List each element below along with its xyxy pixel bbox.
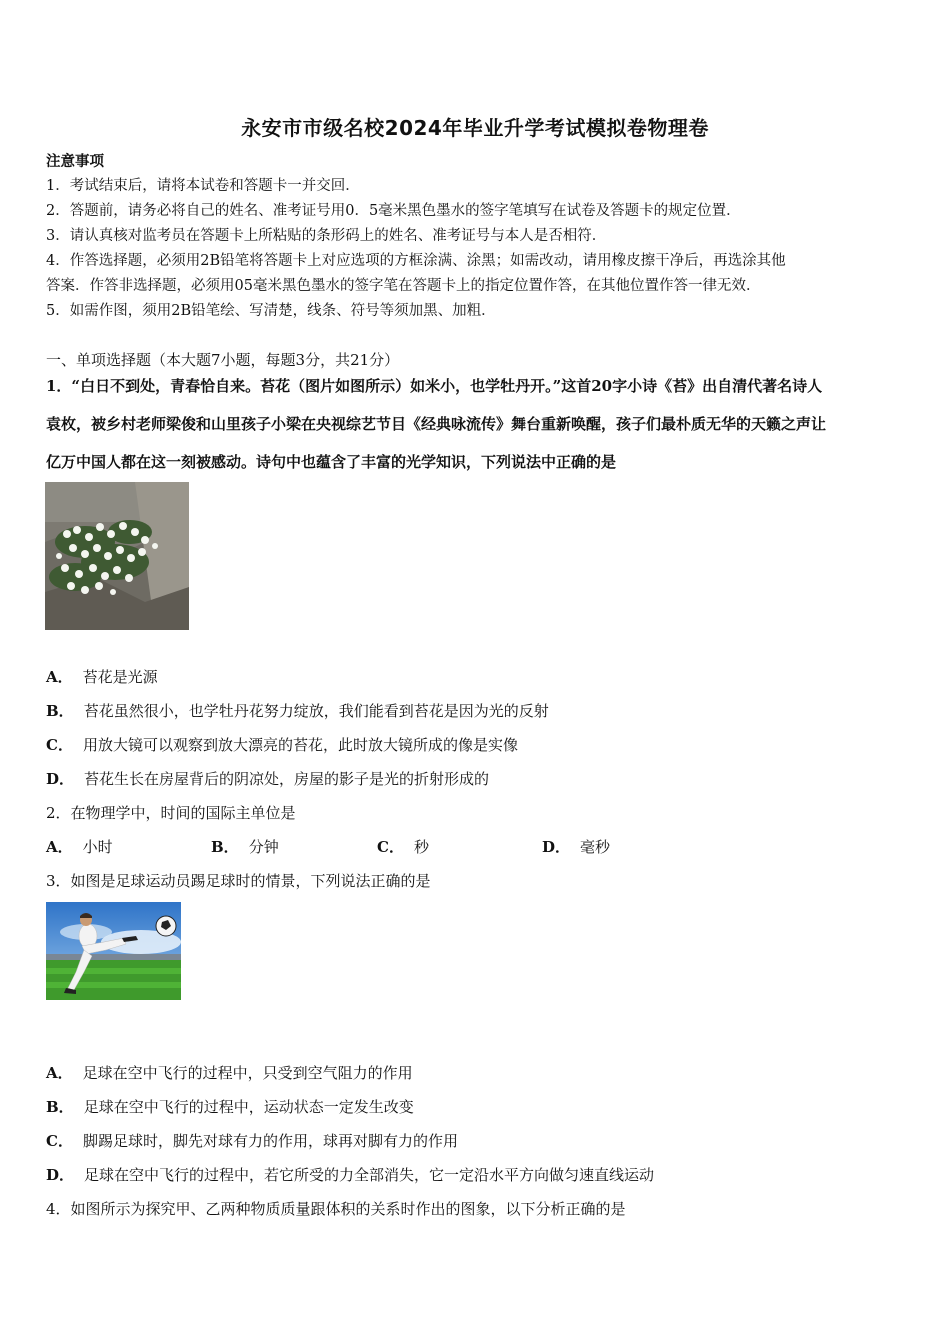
q1-stem-line: 袁枚，被乡村老师梁俊和山里孩子小梁在央视综艺节目《经典咏流传》舞台重新唤醒，孩子们最朴质无华的天籁之声让 — [46, 415, 827, 433]
option-text: 小时 — [82, 838, 113, 856]
notice-item: 答案．作答非选择题，必须用05毫米黑色墨水的签字笔在答题卡上的指定位置作答，在其他位置作答一律无效． — [46, 278, 761, 294]
soccer-player-photo — [46, 902, 181, 1000]
option-text: 用放大镜可以观察到放大漂亮的苔花，此时放大镜所成的像是实像 — [82, 736, 518, 754]
option-key: D． — [542, 838, 571, 856]
option-text: 苔花是光源 — [82, 668, 158, 686]
q1-option-d — [46, 768, 489, 790]
q1-option-a — [46, 666, 158, 688]
q3-option-d — [46, 1164, 654, 1186]
option-key: C． — [46, 736, 73, 754]
section-heading: 一、单项选择题（本大题7小题，每题3分，共21分） — [46, 351, 400, 369]
notice-item: 1．考试结束后，请将本试卷和答题卡一并交回． — [46, 178, 360, 194]
notice-item: 3．请认真核对监考员在答题卡上所粘贴的条形码上的姓名、准考证号与本人是否相符． — [46, 228, 607, 244]
option-text: 足球在空中飞行的过程中，若它所受的力全部消失，它一定沿水平方向做匀速直线运动 — [84, 1166, 655, 1184]
option-text: 苔花虽然很小，也学牡丹花努力绽放，我们能看到苔花是因为光的反射 — [83, 702, 549, 720]
option-text: 足球在空中飞行的过程中，运动状态一定发生改变 — [83, 1098, 414, 1116]
notice-item: 2．答题前，请务必将自己的姓名、准考证号用0．5毫米黑色墨水的签字笔填写在试卷及答题卡的规定位置． — [46, 203, 741, 219]
q2-option-a — [46, 836, 113, 858]
option-key: B． — [211, 838, 239, 856]
q4-stem: 4．如图所示为探究甲、乙两种物质质量跟体积的关系时作出的图象，以下分析正确的是 — [46, 1200, 626, 1218]
option-key: C． — [377, 838, 404, 856]
notice-heading: 注意事项 — [46, 153, 104, 170]
q2-option-d — [542, 836, 610, 858]
q1-stem-line: 1．“白日不到处，青春恰自来。苔花（图片如图所示）如米小，也学牡丹开。”这首20字小诗《苔》出自清代著名诗人 — [46, 377, 823, 395]
option-text: 苔花生长在房屋背后的阴凉处，房屋的影子是光的折射形成的 — [84, 770, 490, 788]
notice-item: 5．如需作图，须用2B铅笔绘、写清楚，线条、符号等须加黑、加粗． — [46, 303, 496, 319]
q1-option-c — [46, 734, 518, 756]
q3-option-b — [46, 1096, 414, 1118]
q3-option-a — [46, 1062, 413, 1084]
option-text: 毫秒 — [580, 838, 611, 856]
option-text: 秒 — [413, 838, 429, 856]
option-key: C． — [46, 1132, 73, 1150]
q2-stem: 2．在物理学中，时间的国际主单位是 — [46, 804, 296, 822]
q3-stem: 3．如图是足球运动员踢足球时的情景，下列说法正确的是 — [46, 872, 431, 890]
option-key: D． — [46, 770, 75, 788]
option-key: A． — [46, 668, 73, 686]
page-title: 永安市市级名校2024年毕业升学考试模拟卷物理卷 — [241, 116, 709, 140]
moss-flower-photo — [45, 482, 189, 630]
q2-option-c — [377, 836, 429, 858]
option-key: B． — [46, 1098, 74, 1116]
q3-option-c — [46, 1130, 458, 1152]
q2-option-b — [211, 836, 279, 858]
option-key: A． — [46, 1064, 73, 1082]
option-text: 足球在空中飞行的过程中，只受到空气阻力的作用 — [82, 1064, 413, 1082]
notice-item: 4．作答选择题，必须用2B铅笔将答题卡上对应选项的方框涂满、涂黑；如需改动，请用橡皮擦干净后，再选涂其他 — [46, 253, 786, 269]
option-key: A． — [46, 838, 73, 856]
q1-stem-line: 亿万中国人都在这一刻被感动。诗句中也蕴含了丰富的光学知识，下列说法中正确的是 — [46, 453, 617, 471]
q1-option-b — [46, 700, 549, 722]
option-text: 分钟 — [248, 838, 279, 856]
option-key: B． — [46, 702, 74, 720]
option-text: 脚踢足球时，脚先对球有力的作用，球再对脚有力的作用 — [82, 1132, 458, 1150]
option-key: D． — [46, 1166, 75, 1184]
